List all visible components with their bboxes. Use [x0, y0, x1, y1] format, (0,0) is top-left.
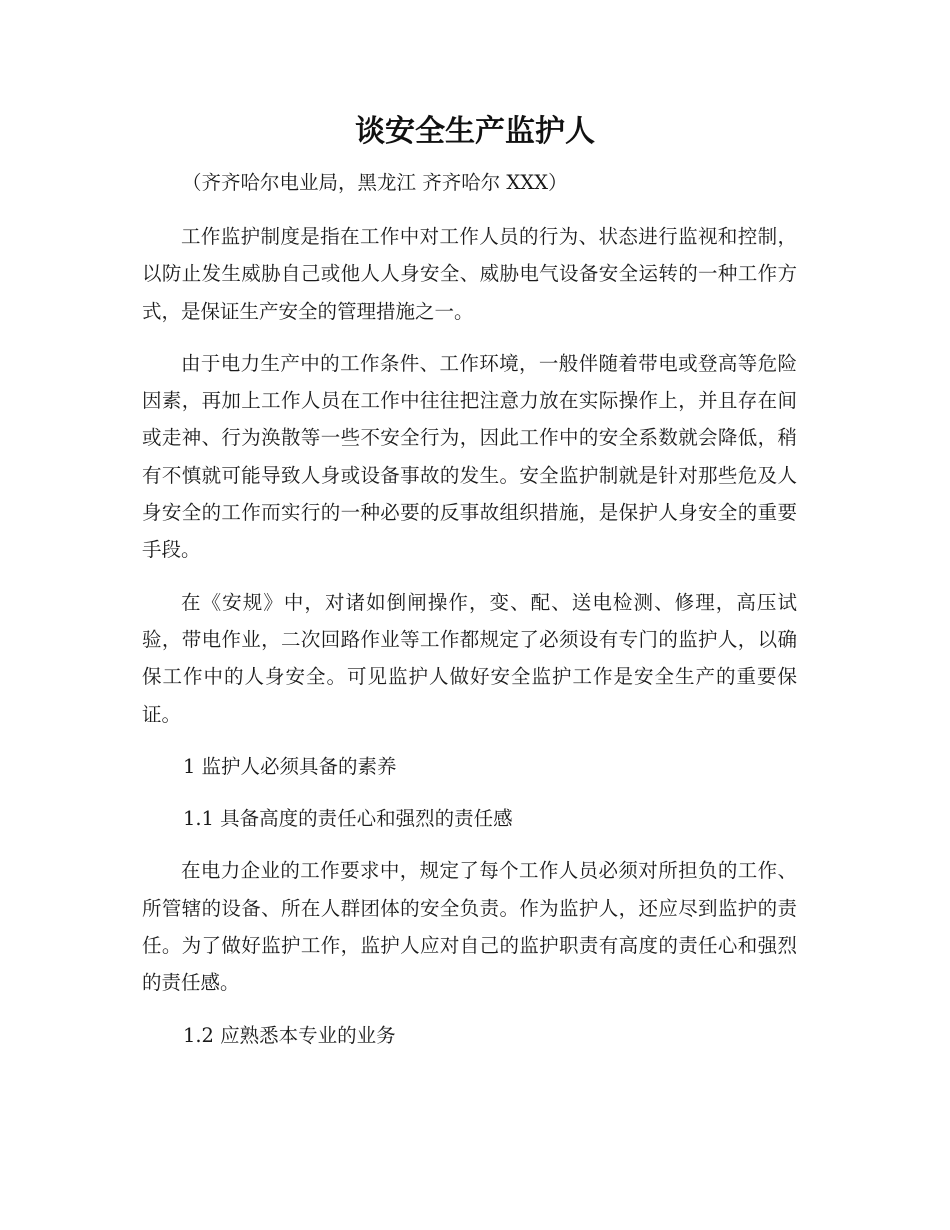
paragraph-responsibility: 在电力企业的工作要求中，规定了每个工作人员必须对所担负的工作、所管辖的设备、所在人群团体的安全负责。作为监护人，还应尽到监护的责任。为了做好监护工作，监护人应对自己的监护职责有高度的责任心和强烈的责任感。 — [142, 859, 797, 995]
subsection-heading-1-2: 1.2 应熟悉本专业的业务 — [182, 1023, 396, 1047]
author-affiliation: （齐齐哈尔电业局，黑龙江 齐齐哈尔 XXX） — [182, 171, 568, 194]
section-heading-1: 1 监护人必须具备的素养 — [182, 754, 397, 778]
document-title: 谈安全生产监护人 — [355, 114, 595, 149]
paragraph-risk-factors: 由于电力生产中的工作条件、工作环境，一般伴随着带电或登高等危险因素，再加上工作人员在工作中往往把注意力放在实际操作上，并且存在间或走神、行为涣散等一些不安全行为，因此工作中的安全系数就会降低，稍有不慎就可能导致人身或设备事故的发生。安全监护制就是针对那些危及人身安全的工作而实行的一种必要的反事故组织措施，是保护人身安全的重要手段。 — [142, 351, 797, 562]
subsection-heading-1-1: 1.1 具备高度的责任心和强烈的责任感 — [182, 807, 513, 831]
document-body — [142, 218, 797, 1069]
paragraph-intro: 工作监护制度是指在工作中对工作人员的行为、状态进行监视和控制，以防止发生威胁自己或他人人身安全、威胁电气设备安全运转的一种工作方式，是保证生产安全的管理措施之一。 — [142, 225, 797, 323]
paragraph-regulations: 在《安规》中，对诸如倒闸操作，变、配、送电检测、修理，高压试验，带电作业，二次回路作业等工作都规定了必须设有专门的监护人，以确保工作中的人身安全。可见监护人做好安全监护工作是安全生产的重要保证。 — [142, 590, 797, 726]
